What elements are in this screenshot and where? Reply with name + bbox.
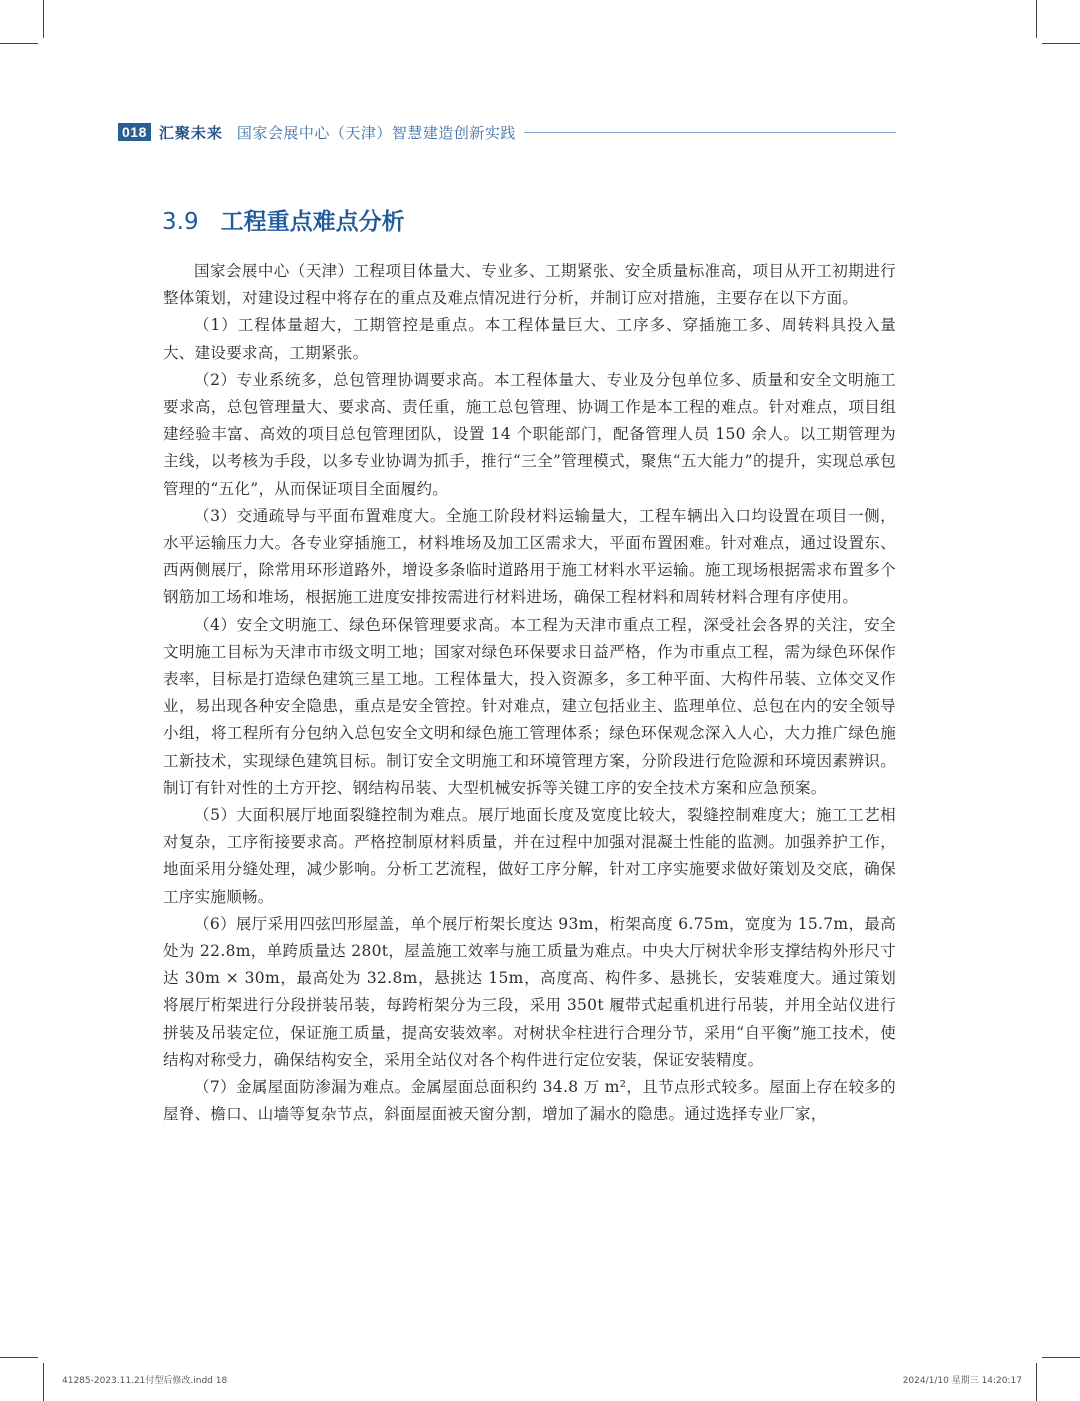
crop-mark bbox=[0, 1357, 38, 1358]
book-title: 汇聚未来 bbox=[158, 123, 223, 142]
running-header bbox=[118, 122, 896, 142]
print-slug-right: 2024/1/10 星期三 14:20:17 bbox=[902, 1376, 1022, 1386]
crop-mark bbox=[1036, 1363, 1037, 1401]
paragraph-item-3: （3）交通疏导与平面布置难度大。全施工阶段材料运输量大，工程车辆出入口均设置在项目一侧，水平运输压力大。各专业穿插施工，材料堆场及加工区需求大，平面布置困难。针对难点，通过设置东、西两侧展厅，除常用环形道路外，增设多条临时道路用于施工材料水平运输。施工现场根据需求布置多个钢筋加工场和堆场，根据施工进度安排按需进行材料进场，确保工程材料和周转材料合理有序使用。 bbox=[163, 506, 896, 607]
body-text bbox=[163, 258, 896, 1129]
section-heading-text: 工程重点难点分析 bbox=[220, 209, 405, 235]
paragraph-item-6: （6）展厅采用四弦凹形屋盖，单个展厅桁架长度达 93m，桁架高度 6.75m，宽度为 15.7m，最高处为 22.8m，单跨质量达 280t，屋盖施工效率与施工质量为难点。中央大厅树状伞形支撑结构外形尺寸达 30m × 30m，最高处为 32.8m，悬挑达 15m，高度高、构件多、悬挑长，安装难度大。通过策划将展厅桁架进行分段拼装吊装，每跨桁架分为三段，采用 350t 履带式起重机进行吊装，并用全站仪进行拼装及吊装定位，保证施工质量，提高安装效率。对树状伞柱进行合理分节，采用“自平衡”施工技术，使结构对称受力，确保结构安全，采用全站仪对各个构件进行定位安装，保证安装精度。 bbox=[163, 914, 896, 1069]
paragraph-item-4: （4）安全文明施工、绿色环保管理要求高。本工程为天津市重点工程，深受社会各界的关注，安全文明施工目标为天津市市级文明工地；国家对绿色环保要求日益严格，作为市重点工程，需为绿色环保作表率，目标是打造绿色建筑三星工地。工程体量大，投入资源多，多工种平面、大构件吊装、立体交叉作业，易出现各种安全隐患，重点是安全管控。针对难点，建立包括业主、监理单位、总包在内的安全领导小组，将工程所有分包纳入总包安全文明和绿色施工管理体系；绿色环保观念深入人心，大力推广绿色施工新技术，实现绿色建筑目标。制订安全文明施工和环境管理方案，分阶段进行危险源和环境因素辨识。制订有针对性的土方开挖、钢结构吊装、大型机械安拆等关键工序的安全技术方案和应急预案。 bbox=[163, 615, 896, 797]
crop-mark bbox=[1042, 1357, 1080, 1358]
section-title bbox=[162, 203, 405, 236]
crop-mark bbox=[43, 1363, 44, 1401]
section-number: 3.9 bbox=[162, 209, 199, 235]
crop-mark bbox=[43, 0, 44, 38]
crop-mark bbox=[0, 43, 38, 44]
crop-mark bbox=[1042, 43, 1080, 44]
paragraph-item-7: （7）金属屋面防渗漏为难点。金属屋面总面积约 34.8 万 m²，且节点形式较多。屋面上存在较多的屋脊、檐口、山墙等复杂节点，斜面屋面被天窗分割，增加了漏水的隐患。通过选择专业厂家， bbox=[163, 1078, 896, 1124]
paragraph-item-5: （5）大面积展厅地面裂缝控制为难点。展厅地面长度及宽度比较大，裂缝控制难度大；施工工艺相对复杂，工序衔接要求高。严格控制原材料质量，并在过程中加强对混凝土性能的监测。加强养护工作，地面采用分缝处理，减少影响。分析工艺流程，做好工序分解，针对工序实施要求做好策划及交底，确保工序实施顺畅。 bbox=[163, 806, 896, 906]
paragraph-item-2: （2）专业系统多，总包管理协调要求高。本工程体量大、专业及分包单位多、质量和安全文明施工要求高，总包管理量大、要求高、责任重，施工总包管理、协调工作是本工程的难点。针对难点，项目组建经验丰富、高效的项目总包管理团队，设置 14 个职能部门，配备管理人员 150 余人。以工期管理为主线，以考核为手段，以多专业协调为抓手，推行“三全”管理模式，聚焦“五大能力”的提升，实现总承包管理的“五化”，从而保证项目全面履约。 bbox=[163, 370, 896, 498]
print-slug-left: 41285-2023.11.21付型后修改.indd 18 bbox=[62, 1376, 228, 1386]
header-rule bbox=[524, 132, 896, 133]
paragraph-item-1: （1）工程体量超大，工期管控是重点。本工程体量巨大、工序多、穿插施工多、周转料具投入量大、建设要求高，工期紧张。 bbox=[163, 316, 896, 362]
crop-mark bbox=[1036, 0, 1037, 38]
book-subtitle: 国家会展中心（天津）智慧建造创新实践 bbox=[236, 123, 516, 142]
page-number: 018 bbox=[118, 123, 151, 141]
paragraph-intro: 国家会展中心（天津）工程项目体量大、专业多、工期紧张、安全质量标准高，项目从开工初期进行整体策划，对建设过程中将存在的重点及难点情况进行分析，并制订应对措施，主要存在以下方面。 bbox=[163, 262, 896, 308]
